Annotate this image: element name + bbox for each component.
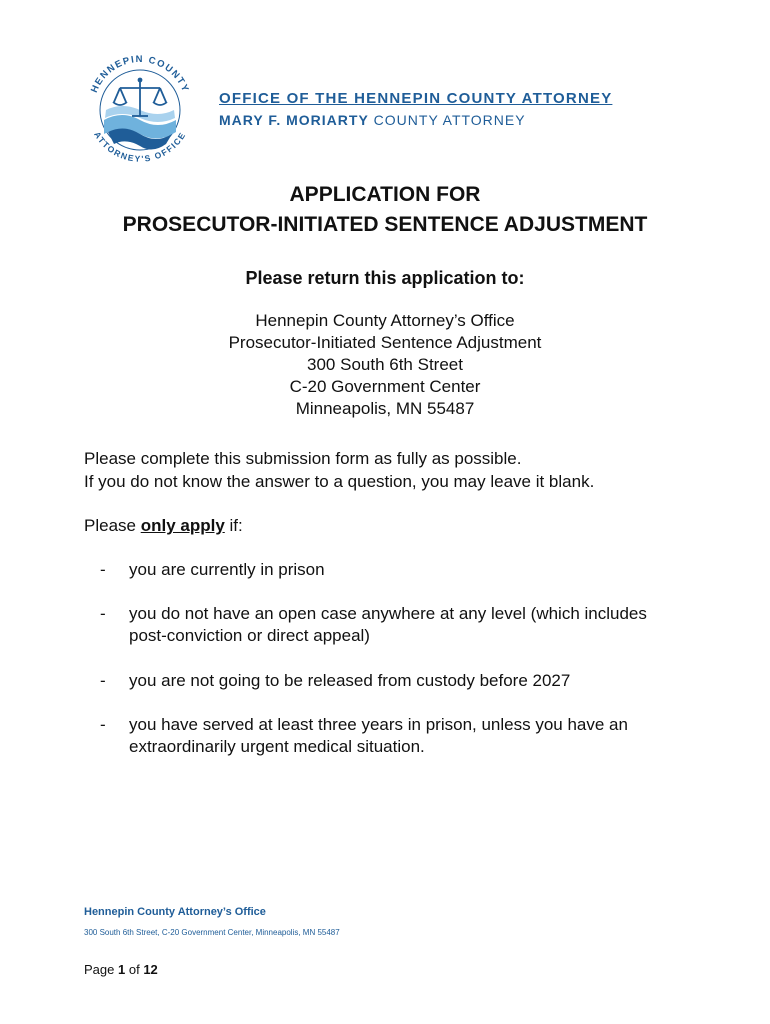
address-line: 300 South 6th Street xyxy=(307,355,463,374)
criteria-text: you are currently in prison xyxy=(129,560,325,579)
page-current: 1 xyxy=(118,962,126,977)
criteria-item xyxy=(100,714,689,758)
address-line: Minneapolis, MN 55487 xyxy=(295,399,475,418)
bullet-dash: - xyxy=(100,604,106,623)
return-address xyxy=(0,310,770,420)
criteria-item xyxy=(100,559,689,581)
attorney-role: COUNTY ATTORNEY xyxy=(373,112,526,128)
return-heading: Please return this application to: xyxy=(245,268,525,288)
eligibility-intro xyxy=(84,514,243,537)
office-title: OFFICE OF THE HENNEPIN COUNTY ATTORNEY xyxy=(219,90,613,107)
county-attorney-seal xyxy=(78,40,202,178)
criteria-item xyxy=(100,670,689,692)
seal-top-text: HENNEPIN COUNTY xyxy=(88,53,192,95)
address-line: Hennepin County Attorney’s Office xyxy=(255,311,515,330)
page-total: 12 xyxy=(143,962,158,977)
bullet-dash: - xyxy=(100,671,106,690)
criteria-text: you are not going to be released from custody before 2027 xyxy=(129,671,571,690)
bullet-dash: - xyxy=(100,715,106,734)
footer-org: Hennepin County Attorney’s Office xyxy=(84,906,266,918)
page-number xyxy=(84,962,158,977)
bullet-dash: - xyxy=(100,560,106,579)
document-title-line-1: APPLICATION FOR xyxy=(289,183,481,206)
eligibility-intro-before: Please xyxy=(84,516,141,535)
instruction-line-2: If you do not know the answer to a question, you may leave it blank. xyxy=(84,472,595,491)
attorney-line xyxy=(219,112,526,128)
criteria-item xyxy=(100,603,689,647)
eligibility-intro-emphasis: only apply xyxy=(140,516,225,535)
address-line: Prosecutor-Initiated Sentence Adjustment xyxy=(228,333,542,352)
page-of: of xyxy=(128,962,140,977)
seal-bottom-text: ATTORNEY'S OFFICE xyxy=(92,129,188,164)
eligibility-intro-after: if: xyxy=(224,516,243,535)
page-label: Page xyxy=(84,962,115,977)
footer-address: 300 South 6th Street, C-20 Government Center, Minneapolis, MN 55487 xyxy=(84,928,340,937)
address-line: C-20 Government Center xyxy=(289,377,481,396)
document-title-line-2: PROSECUTOR-INITIATED SENTENCE ADJUSTMENT xyxy=(122,213,648,236)
criteria-text: you do not have an open case anywhere at any level (which includes post-conviction or direct appeal) xyxy=(129,604,647,645)
instruction-line-1: Please complete this submission form as fully as possible. xyxy=(84,449,522,468)
criteria-text: you have served at least three years in prison, unless you have an extraordinarily urgent medical situation. xyxy=(129,715,628,756)
attorney-name: MARY F. MORIARTY xyxy=(219,112,369,128)
